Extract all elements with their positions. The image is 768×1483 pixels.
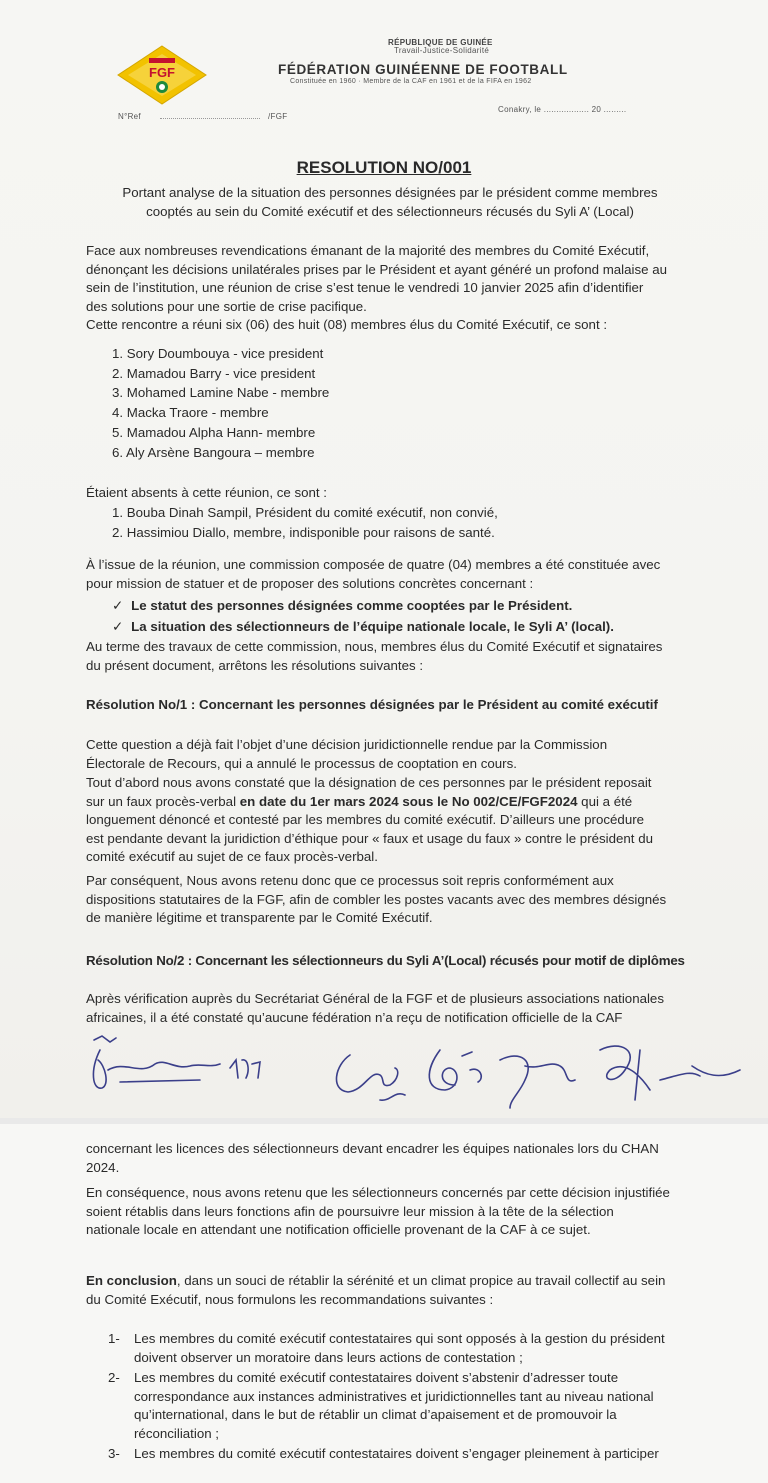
list-number: 1- bbox=[108, 1331, 120, 1346]
paragraph-line: Par conséquent, Nous avons retenu donc que ce processus soit repris conformément aux bbox=[86, 873, 614, 888]
paragraph-line: Les membres du comité exécutif contestataires doivent s’engager pleinement à participer bbox=[134, 1446, 659, 1461]
document-page-2 bbox=[0, 1124, 768, 1483]
paragraph-line: africaines, il a été constaté qu’aucune fédération n’a reçu de notification officielle de la CAF bbox=[86, 1009, 623, 1025]
paragraph-line: Électorale de Recours, qui a annulé le processus de cooptation en cours. bbox=[86, 755, 517, 771]
subtitle-line-2: cooptés au sein du Comité exécutif et des sélectionneurs récusés du Syli A’ (Local) bbox=[146, 203, 634, 219]
paragraph-line bbox=[86, 793, 726, 812]
commission-paragraph bbox=[86, 556, 726, 593]
ref-dotted-line bbox=[160, 118, 260, 119]
paragraph-line: En conséquence, nous avons retenu que les sélectionneurs concernés par cette décision injustifiée bbox=[86, 1185, 670, 1200]
paragraph-line: comité exécutif au sujet de ce faux procès-verbal. bbox=[86, 849, 378, 864]
resolution-2-paragraph-1 bbox=[86, 990, 726, 1027]
list-item: 2. Mamadou Barry - vice president bbox=[112, 365, 316, 381]
paragraph-line: est pendante devant la juridiction d’éthique pour « faux et usage du faux » contre le président du bbox=[86, 830, 653, 846]
list-item bbox=[108, 1330, 720, 1367]
terms-paragraph bbox=[86, 638, 726, 675]
intro-line: des solutions pour une sortie de crise pacifique. bbox=[86, 298, 367, 314]
paragraph-line: de manière légitime et transparente par le Comité Exécutif. bbox=[86, 910, 433, 925]
continuation-paragraph bbox=[86, 1140, 726, 1177]
text-run: , dans un souci de rétablir la sérénité et un climat propice au travail collectif au sein bbox=[176, 1273, 666, 1288]
paragraph-line: qu’international, dans le but de rétablir un climat d’apaisement et de promouvoir la bbox=[134, 1407, 617, 1422]
header-motto: Travail-Justice-Solidarité bbox=[394, 46, 490, 55]
header-ref-label: N°Ref bbox=[118, 112, 141, 121]
intro-line: Cette rencontre a réuni six (06) des huit (08) membres élus du Comité Exécutif, ce sont : bbox=[86, 317, 608, 332]
paragraph-line: correspondance aux instances administratives et juridictionnelles tant au niveau national bbox=[134, 1388, 654, 1404]
paragraph-line: soient rétablis dans leurs fonctions afin de poursuivre leur mission à la tête de la sélection bbox=[86, 1203, 614, 1219]
paragraph-line bbox=[86, 1272, 726, 1291]
svg-text:FGF: FGF bbox=[149, 65, 175, 80]
present-members-list bbox=[112, 344, 329, 462]
resolution-1-paragraph-3 bbox=[86, 872, 726, 928]
conclusion-label: En conclusion bbox=[86, 1273, 177, 1288]
header-federation: FÉDÉRATION GUINÉENNE DE FOOTBALL bbox=[278, 62, 568, 77]
header-place-date: Conakry, le .................. 20 ......... bbox=[498, 105, 627, 114]
list-item: 6. Aly Arsène Bangoura – membre bbox=[112, 444, 315, 460]
paragraph-line: réconciliation ; bbox=[134, 1425, 219, 1441]
consequence-paragraph bbox=[86, 1184, 726, 1240]
commission-line: pour mission de statuer et de proposer des solutions concrètes concernant : bbox=[86, 575, 534, 591]
list-item: 1. Sory Doumbouya - vice president bbox=[112, 346, 324, 361]
resolution-1-paragraph-1 bbox=[86, 736, 726, 773]
paragraph-line: longuement dénoncé et contesté par les membres du comité exécutif. D’ailleurs une procédure bbox=[86, 812, 645, 827]
header-founded: Constituée en 1960 · Membre de la CAF en 1961 et de la FIFA en 1962 bbox=[290, 78, 532, 85]
list-number: 3- bbox=[108, 1446, 120, 1461]
paragraph-line: Cette question a déjà fait l’objet d’une décision juridictionnelle rendue par la Commission bbox=[86, 737, 608, 752]
paragraph-line: nationale locale en attendant une notification officielle provenant de la CAF à ce sujet. bbox=[86, 1222, 591, 1237]
text-run: qui a été bbox=[577, 793, 633, 809]
text-run: sur un faux procès-verbal bbox=[86, 793, 240, 809]
header-republic: RÉPUBLIQUE DE GUINÉE bbox=[388, 38, 493, 47]
resolution-title: RESOLUTION NO/001 bbox=[296, 158, 472, 177]
pv-reference: en date du 1er mars 2024 sous le No 002/CE/FGF2024 bbox=[239, 793, 578, 809]
list-item: 3. Mohamed Lamine Nabe - membre bbox=[112, 385, 330, 401]
resolution-subtitle bbox=[90, 184, 690, 221]
list-item: 1. Bouba Dinah Sampil, Président du comité exécutif, non convié, bbox=[112, 505, 498, 520]
list-item: 2. Hassimiou Diallo, membre, indisponible pour raisons de santé. bbox=[112, 524, 495, 540]
paragraph-line: du Comité Exécutif, nous formulons les recommandations suivantes : bbox=[86, 1291, 494, 1307]
header-ref-suffix: /FGF bbox=[268, 112, 288, 121]
intro-line: dénonçant les décisions unilatérales prises par le Président et ayant généré un profond malaise au bbox=[86, 261, 667, 277]
check-item-text: Le statut des personnes désignées comme cooptées par le Président. bbox=[131, 598, 573, 613]
commission-line: À l’issue de la réunion, une commission composée de quatre (04) membres a été constituée avec bbox=[86, 557, 661, 572]
resolution-2-heading: Résolution No/2 : Concernant les sélectionneurs du Syli A’(Local) récusés pour motif de diplômes bbox=[86, 953, 685, 968]
check-item-text: La situation des sélectionneurs de l’équipe nationale locale, le Syli A’ (local). bbox=[131, 619, 614, 634]
check-item bbox=[112, 598, 572, 614]
resolution-1-heading: Résolution No/1 : Concernant les personnes désignées par le Président au comité exécutif bbox=[86, 697, 658, 712]
list-item bbox=[108, 1445, 720, 1464]
paragraph-line: dispositions statutaires de la FGF, afin de combler les postes vacants avec des membres désignés bbox=[86, 891, 667, 907]
paragraph-line: Les membres du comité exécutif contestataires doivent s’abstenir d’adresser toute bbox=[134, 1370, 619, 1385]
paragraph-line: Après vérification auprès du Secrétariat Général de la FGF et de plusieurs associations nationales bbox=[86, 991, 664, 1006]
list-item bbox=[108, 1369, 720, 1443]
list-item: 4. Macka Traore - membre bbox=[112, 405, 269, 421]
checkmark-icon: ✓ bbox=[112, 598, 124, 613]
absent-members-list bbox=[112, 503, 498, 542]
recommendations-list bbox=[108, 1330, 720, 1464]
fgf-logo-icon bbox=[116, 44, 208, 106]
intro-paragraph bbox=[86, 242, 716, 335]
terms-line: Au terme des travaux de cette commission, nous, membres élus du Comité Exécutif et signataires bbox=[86, 639, 663, 654]
paragraph-line: Tout d’abord nous avons constaté que la désignation de ces personnes par le président reposait bbox=[86, 775, 652, 790]
checkmark-icon: ✓ bbox=[112, 619, 124, 634]
intro-line: Face aux nombreuses revendications émanant de la majorité des membres du Comité Exécutif, bbox=[86, 243, 650, 258]
paragraph-line: 2024. bbox=[86, 1159, 120, 1175]
list-item: 5. Mamadou Alpha Hann- membre bbox=[112, 424, 316, 440]
intro-line: sein de l’institution, une réunion de crise s’est tenue le vendredi 10 janvier 2025 afin d’identifier bbox=[86, 280, 644, 295]
absent-intro: Étaient absents à cette réunion, ce sont : bbox=[86, 485, 327, 500]
list-number: 2- bbox=[108, 1370, 120, 1385]
resolution-1-paragraph-2 bbox=[86, 774, 726, 867]
subtitle-line-1: Portant analyse de la situation des personnes désignées par le président comme membres bbox=[122, 185, 658, 200]
paragraph-line: doivent observer un moratoire dans leurs actions de contestation ; bbox=[134, 1349, 523, 1365]
check-item bbox=[112, 619, 614, 635]
paragraph-line: concernant les licences des sélectionneurs devant encadrer les équipes nationales lors du CHAN bbox=[86, 1141, 659, 1156]
signatures-image bbox=[80, 1030, 760, 1114]
paragraph-line: Les membres du comité exécutif contestataires qui sont opposés à la gestion du président bbox=[134, 1331, 665, 1346]
terms-line: du présent document, arrêtons les résolutions suivantes : bbox=[86, 657, 424, 673]
conclusion-paragraph bbox=[86, 1272, 726, 1309]
